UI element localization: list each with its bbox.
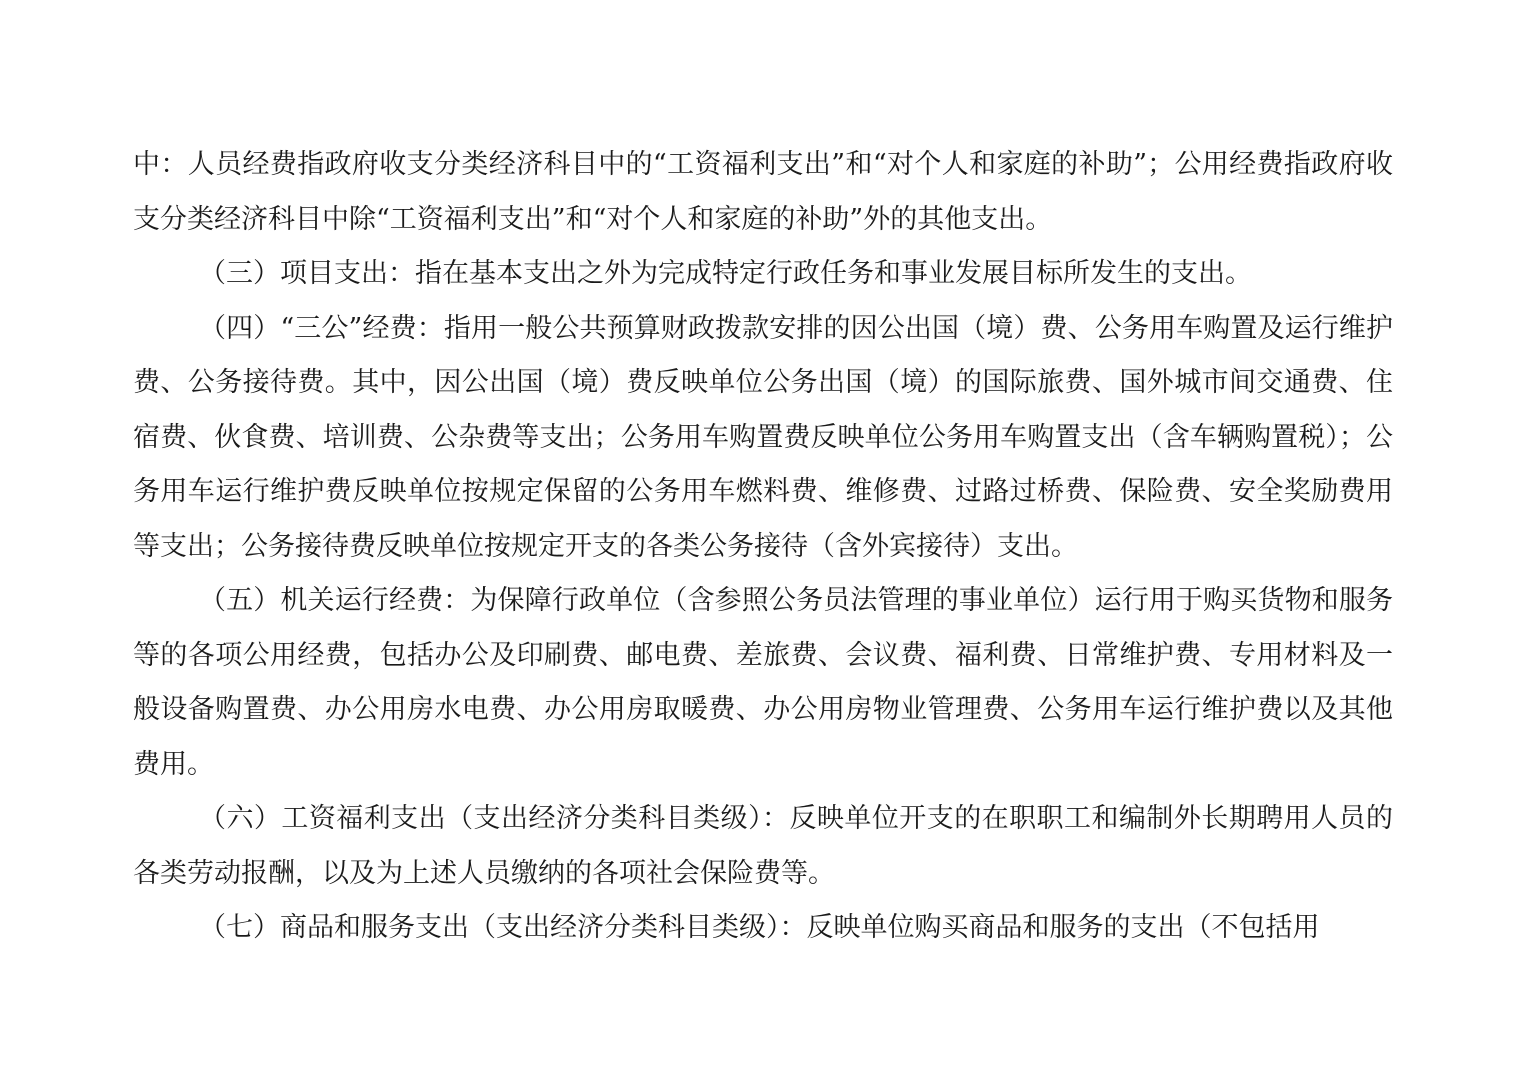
paragraph-goods-services: （七）商品和服务支出（支出经济分类科目类级）：反映单位购买商品和服务的支出（不包括用 [199,912,1320,943]
paragraph-wages-welfare: （六）工资福利支出（支出经济分类科目类级）：反映单位开支的在职职工和编制外长期聘用人员的各类劳动报酬，以及为上述人员缴纳的各项社会保险费等。 [133,803,1393,889]
paragraph-three-public-expenses: （四）“三公”经费：指用一般公共预算财政拨款安排的因公出国（境）费、公务用车购置及运行维护费、公务接待费。其中，因公出国（境）费反映单位公务出国（境）的国际旅费、国外城市间交通费、住宿费、伙食费、培训费、公杂费等支出；公务用车购置费反映单位公务用车购置支出（含车辆购置税）；公务用车运行维护费反映单位按规定保留的公务用车燃料费、维修费、过路过桥费、保险费、安全奖励费用等支出；公务接待费反映单位按规定开支的各类公务接待（含外宾接待）支出。 [133,312,1393,562]
paragraph-personnel-public-expenses: 中：人员经费指政府收支分类经济科目中的“工资福利支出”和“对个人和家庭的补助”；公用经费指政府收支分类经济科目中除“工资福利支出”和“对个人和家庭的补助”外的其他支出。 [133,149,1393,235]
document-body [133,138,1393,956]
paragraph-agency-operating-expenses: （五）机关运行经费：为保障行政单位（含参照公务员法管理的事业单位）运行用于购买货物和服务等的各项公用经费，包括办公及印刷费、邮电费、差旅费、会议费、福利费、日常维护费、专用材料及一般设备购置费、办公用房水电费、办公用房取暖费、办公用房物业管理费、公务用车运行维护费以及其他费用。 [133,585,1393,780]
paragraph-project-expenditure: （三）项目支出：指在基本支出之外为完成特定行政任务和事业发展目标所发生的支出。 [199,258,1252,289]
